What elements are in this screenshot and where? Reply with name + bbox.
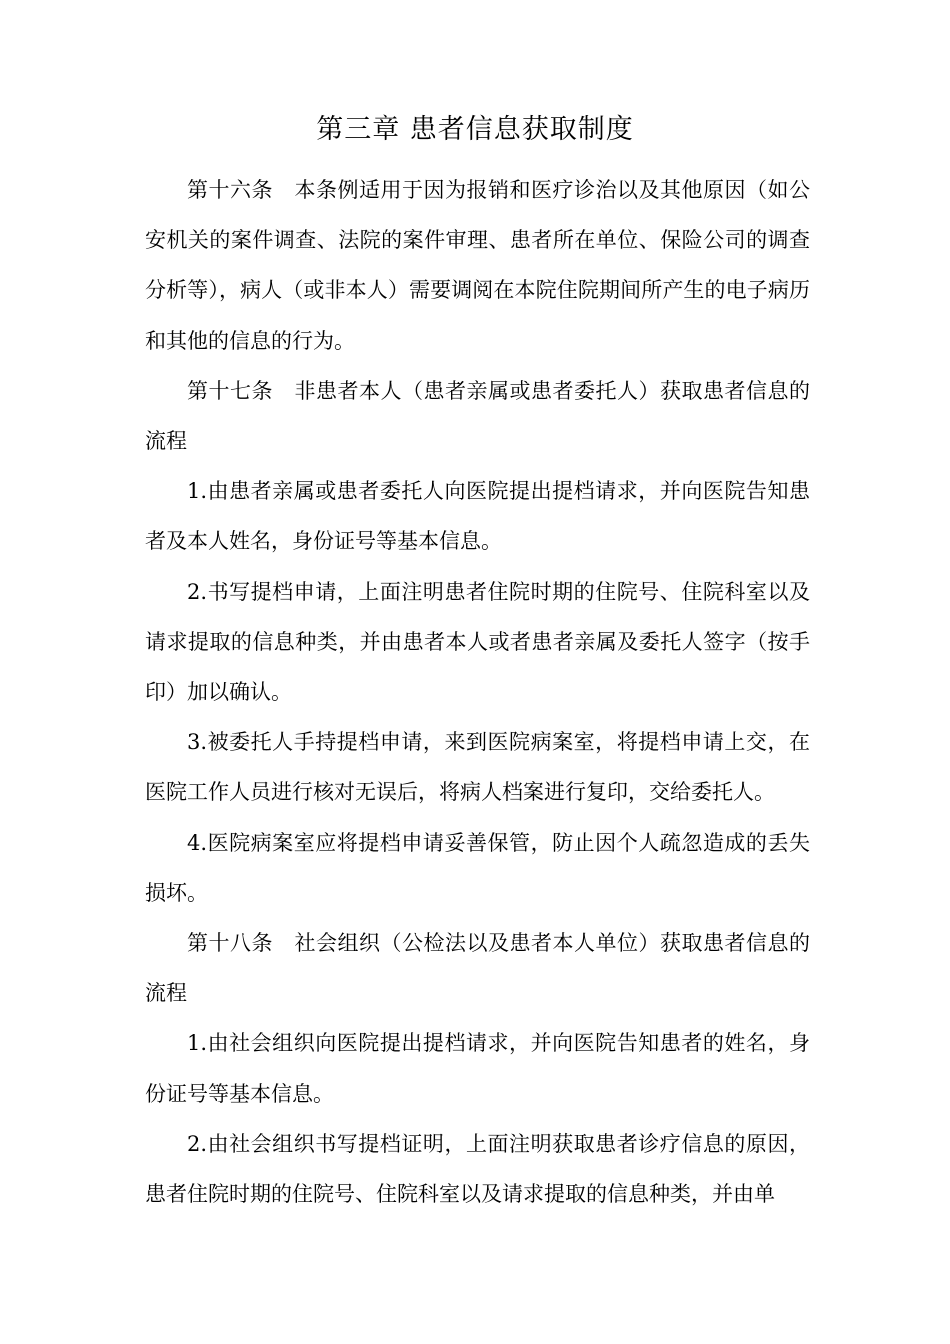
chapter-title: 第三章 患者信息获取制度 bbox=[316, 114, 634, 145]
document-body bbox=[145, 165, 810, 1219]
paragraph-18-step-1: 1.由社会组织向医院提出提档请求，并向医院告知患者的姓名，身份证号等基本信息。 bbox=[145, 1031, 810, 1106]
paragraph-article-18: 第十八条 社会组织（公检法以及患者本人单位）获取患者信息的流程 bbox=[145, 931, 810, 1006]
paragraph-17-step-2: 2.书写提档申请，上面注明患者住院时期的住院号、住院科室以及请求提取的信息种类，并由患者本人或者患者亲属及委托人签字（按手印）加以确认。 bbox=[145, 579, 810, 705]
paragraph-17-step-4: 4.医院病案室应将提档申请妥善保管，防止因个人疏忽造成的丢失损坏。 bbox=[145, 830, 810, 905]
paragraph-article-17: 第十七条 非患者本人（患者亲属或患者委托人）获取患者信息的流程 bbox=[145, 378, 810, 454]
paragraph-article-16: 第十六条 本条例适用于因为报销和医疗诊治以及其他原因（如公安机关的案件调查、法院的案件审理、患者所在单位、保险公司的调查分析等），病人（或非本人）需要调阅在本院住院期间所产生的电子病历和其他的信息的行为。 bbox=[145, 178, 810, 353]
paragraph-17-step-1: 1.由患者亲属或患者委托人向医院提出提档请求，并向医院告知患者及本人姓名，身份证号等基本信息。 bbox=[145, 479, 810, 554]
paragraph-18-step-2: 2.由社会组织书写提档证明，上面注明获取患者诊疗信息的原因，患者住院时期的住院号、住院科室以及请求提取的信息种类，并由单 bbox=[145, 1131, 810, 1207]
paragraph-17-step-3: 3.被委托人手持提档申请，来到医院病案室，将提档申请上交，在医院工作人员进行核对无误后，将病人档案进行复印，交给委托人。 bbox=[145, 730, 810, 805]
